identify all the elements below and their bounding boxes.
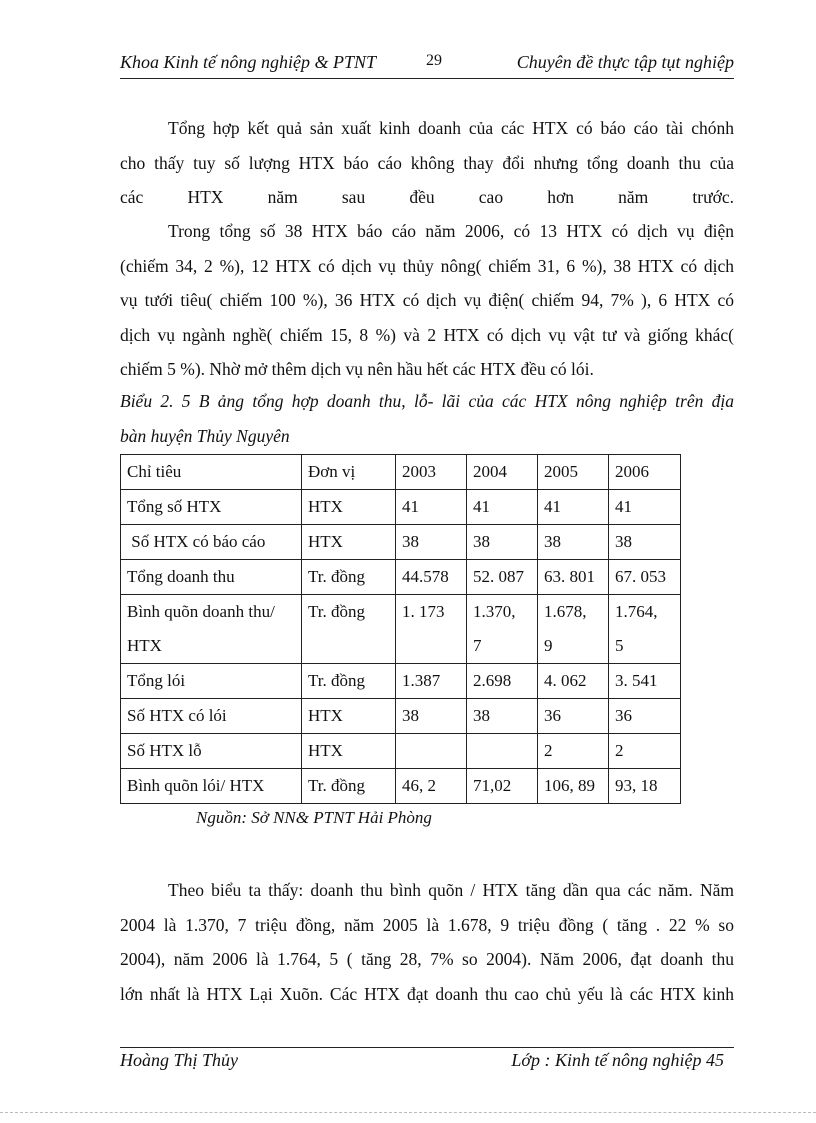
table-cell: Số HTX lỗ [121, 734, 302, 769]
header-cell: 2005 [538, 455, 609, 490]
caption-line: Biểu 2. 5 B ảng tổng hợp doanh thu, lỗ- lãi của các HTX nông nghiệp trên địa [120, 391, 734, 411]
table-cell: 38 [609, 525, 681, 560]
text-line: lớn nhất là HTX Lại Xuõn. Các HTX đạt doanh thu cao chủ yếu là các HTX kinh [120, 983, 734, 1004]
cell-line: Bình quõn doanh thu/ [127, 602, 275, 621]
table-source: Nguồn: Sở NN& PTNT Hải Phòng [196, 808, 432, 827]
table-cell: 106, 89 [538, 769, 609, 804]
paragraph-2 [120, 214, 734, 387]
header-cell: Đơn vị [302, 455, 396, 490]
table-cell: 2 [609, 734, 681, 769]
table-cell: Số HTX có báo cáo [121, 525, 302, 560]
paragraph-1 [120, 111, 734, 215]
table-row [121, 699, 681, 734]
table-cell [538, 595, 609, 664]
text-line: Trong tổng số 38 HTX báo cáo năm 2006, có 13 HTX có dịch vụ điện [168, 221, 734, 241]
table-cell: 38 [396, 525, 467, 560]
header-cell: 2006 [609, 455, 681, 490]
cell-line: HTX [127, 636, 162, 655]
table-cell [302, 595, 396, 664]
cell-line: 1. 173 [402, 602, 445, 621]
text-line: chiếm 5 %). Nhờ mở thêm dịch vụ nên hầu hết các HTX đều có lói. [120, 359, 594, 379]
cell-line: 1.370, [473, 602, 516, 621]
cell-line: 9 [544, 636, 553, 655]
table-cell: 1.387 [396, 664, 467, 699]
table-cell: 41 [396, 490, 467, 525]
table-cell: Bình quõn lói/ HTX [121, 769, 302, 804]
table-cell: 4. 062 [538, 664, 609, 699]
table-row [121, 595, 681, 664]
text-line: Theo biểu ta thấy: doanh thu bình quõn / HTX tăng dần qua các năm. Năm [168, 880, 734, 900]
table-row [121, 490, 681, 525]
text-line: dịch vụ ngành nghề( chiếm 15, 8 %) và 2 HTX có dịch vụ vật tư và giống khác( [120, 324, 734, 345]
htx-summary-table [120, 454, 681, 804]
table-cell: 44.578 [396, 560, 467, 595]
text-line: 2004), năm 2006 là 1.764, 5 ( tăng 28, 7% so 2004). Năm 2006, đạt doanh thu [120, 949, 734, 969]
table-row [121, 560, 681, 595]
table-cell: Số HTX có lói [121, 699, 302, 734]
table-cell: HTX [302, 490, 396, 525]
table-cell [121, 595, 302, 664]
table-cell: Tr. đồng [302, 664, 396, 699]
footer-class: Lớp : Kinh tế nông nghiệp 45 [511, 1050, 724, 1070]
table-cell: HTX [302, 734, 396, 769]
page-header [120, 52, 734, 79]
table-cell: Tr. đồng [302, 769, 396, 804]
header-report-title: Chuyên đề thực tập tụt nghiệp [516, 52, 734, 72]
cell-line: Tr. đồng [308, 602, 366, 621]
table-cell: Tổng số HTX [121, 490, 302, 525]
page-footer [120, 1047, 734, 1070]
table-cell: 38 [396, 699, 467, 734]
table-cell: 41 [467, 490, 538, 525]
text-line: 2004 là 1.370, 7 triệu đồng, năm 2005 là 1.678, 9 triệu đồng ( tăng . 22 % so [120, 914, 734, 935]
table-row [121, 734, 681, 769]
table-cell: 41 [609, 490, 681, 525]
table-cell [396, 595, 467, 664]
footer-author: Hoàng Thị Thủy [120, 1050, 239, 1070]
table-cell: 46, 2 [396, 769, 467, 804]
table-cell: HTX [302, 699, 396, 734]
page-break-divider [0, 1112, 816, 1113]
table-cell [609, 595, 681, 664]
table-cell: 63. 801 [538, 560, 609, 595]
header-cell: Chỉ tiêu [121, 455, 302, 490]
table-cell: HTX [302, 525, 396, 560]
table-cell: 93, 18 [609, 769, 681, 804]
table-cell: 38 [538, 525, 609, 560]
table-cell: 38 [467, 699, 538, 734]
table-cell: Tr. đồng [302, 560, 396, 595]
table-cell: 36 [538, 699, 609, 734]
table-cell: 38 [467, 525, 538, 560]
table-cell: 41 [538, 490, 609, 525]
table-row [121, 525, 681, 560]
table-cell: 52. 087 [467, 560, 538, 595]
text-line: vụ tưới tiêu( chiếm 100 %), 36 HTX có dịch vụ điện( chiếm 94, 7% ), 6 HTX có [120, 290, 734, 310]
table-cell [396, 734, 467, 769]
table-cell: 2.698 [467, 664, 538, 699]
cell-line: 7 [473, 636, 482, 655]
cell-line: 5 [615, 636, 624, 655]
paragraph-3 [120, 873, 734, 1011]
text-line: Tổng hợp kết quả sản xuất kinh doanh của các HTX có báo cáo tài chónh [168, 118, 734, 138]
cell-line: 1.678, [544, 602, 587, 621]
table-cell: 2 [538, 734, 609, 769]
table-row [121, 664, 681, 699]
table-header-row [121, 455, 681, 490]
cell-line: 1.764, [615, 602, 658, 621]
page-number: 29 [426, 52, 442, 69]
table-cell: 71,02 [467, 769, 538, 804]
table-cell [467, 595, 538, 664]
table-cell: 67. 053 [609, 560, 681, 595]
header-cell: 2003 [396, 455, 467, 490]
table-row [121, 769, 681, 804]
caption-line: bàn huyện Thủy Nguyên [120, 426, 290, 446]
table-cell: Tổng lói [121, 664, 302, 699]
text-line: cho thấy tuy số lượng HTX báo cáo không thay đổi nhưng tổng doanh thu của [120, 152, 734, 173]
header-cell: 2004 [467, 455, 538, 490]
table-cell: 36 [609, 699, 681, 734]
table-cell: Tổng doanh thu [121, 560, 302, 595]
table-cell [467, 734, 538, 769]
text-line: các HTX năm sau đều cao hơn năm trước. [120, 187, 734, 207]
text-line: (chiếm 34, 2 %), 12 HTX có dịch vụ thủy nông( chiếm 31, 6 %), 38 HTX có dịch [120, 255, 734, 276]
header-faculty: Khoa Kinh tế nông nghiệp & PTNT [120, 52, 377, 72]
table-cell: 3. 541 [609, 664, 681, 699]
table-caption [120, 384, 734, 454]
